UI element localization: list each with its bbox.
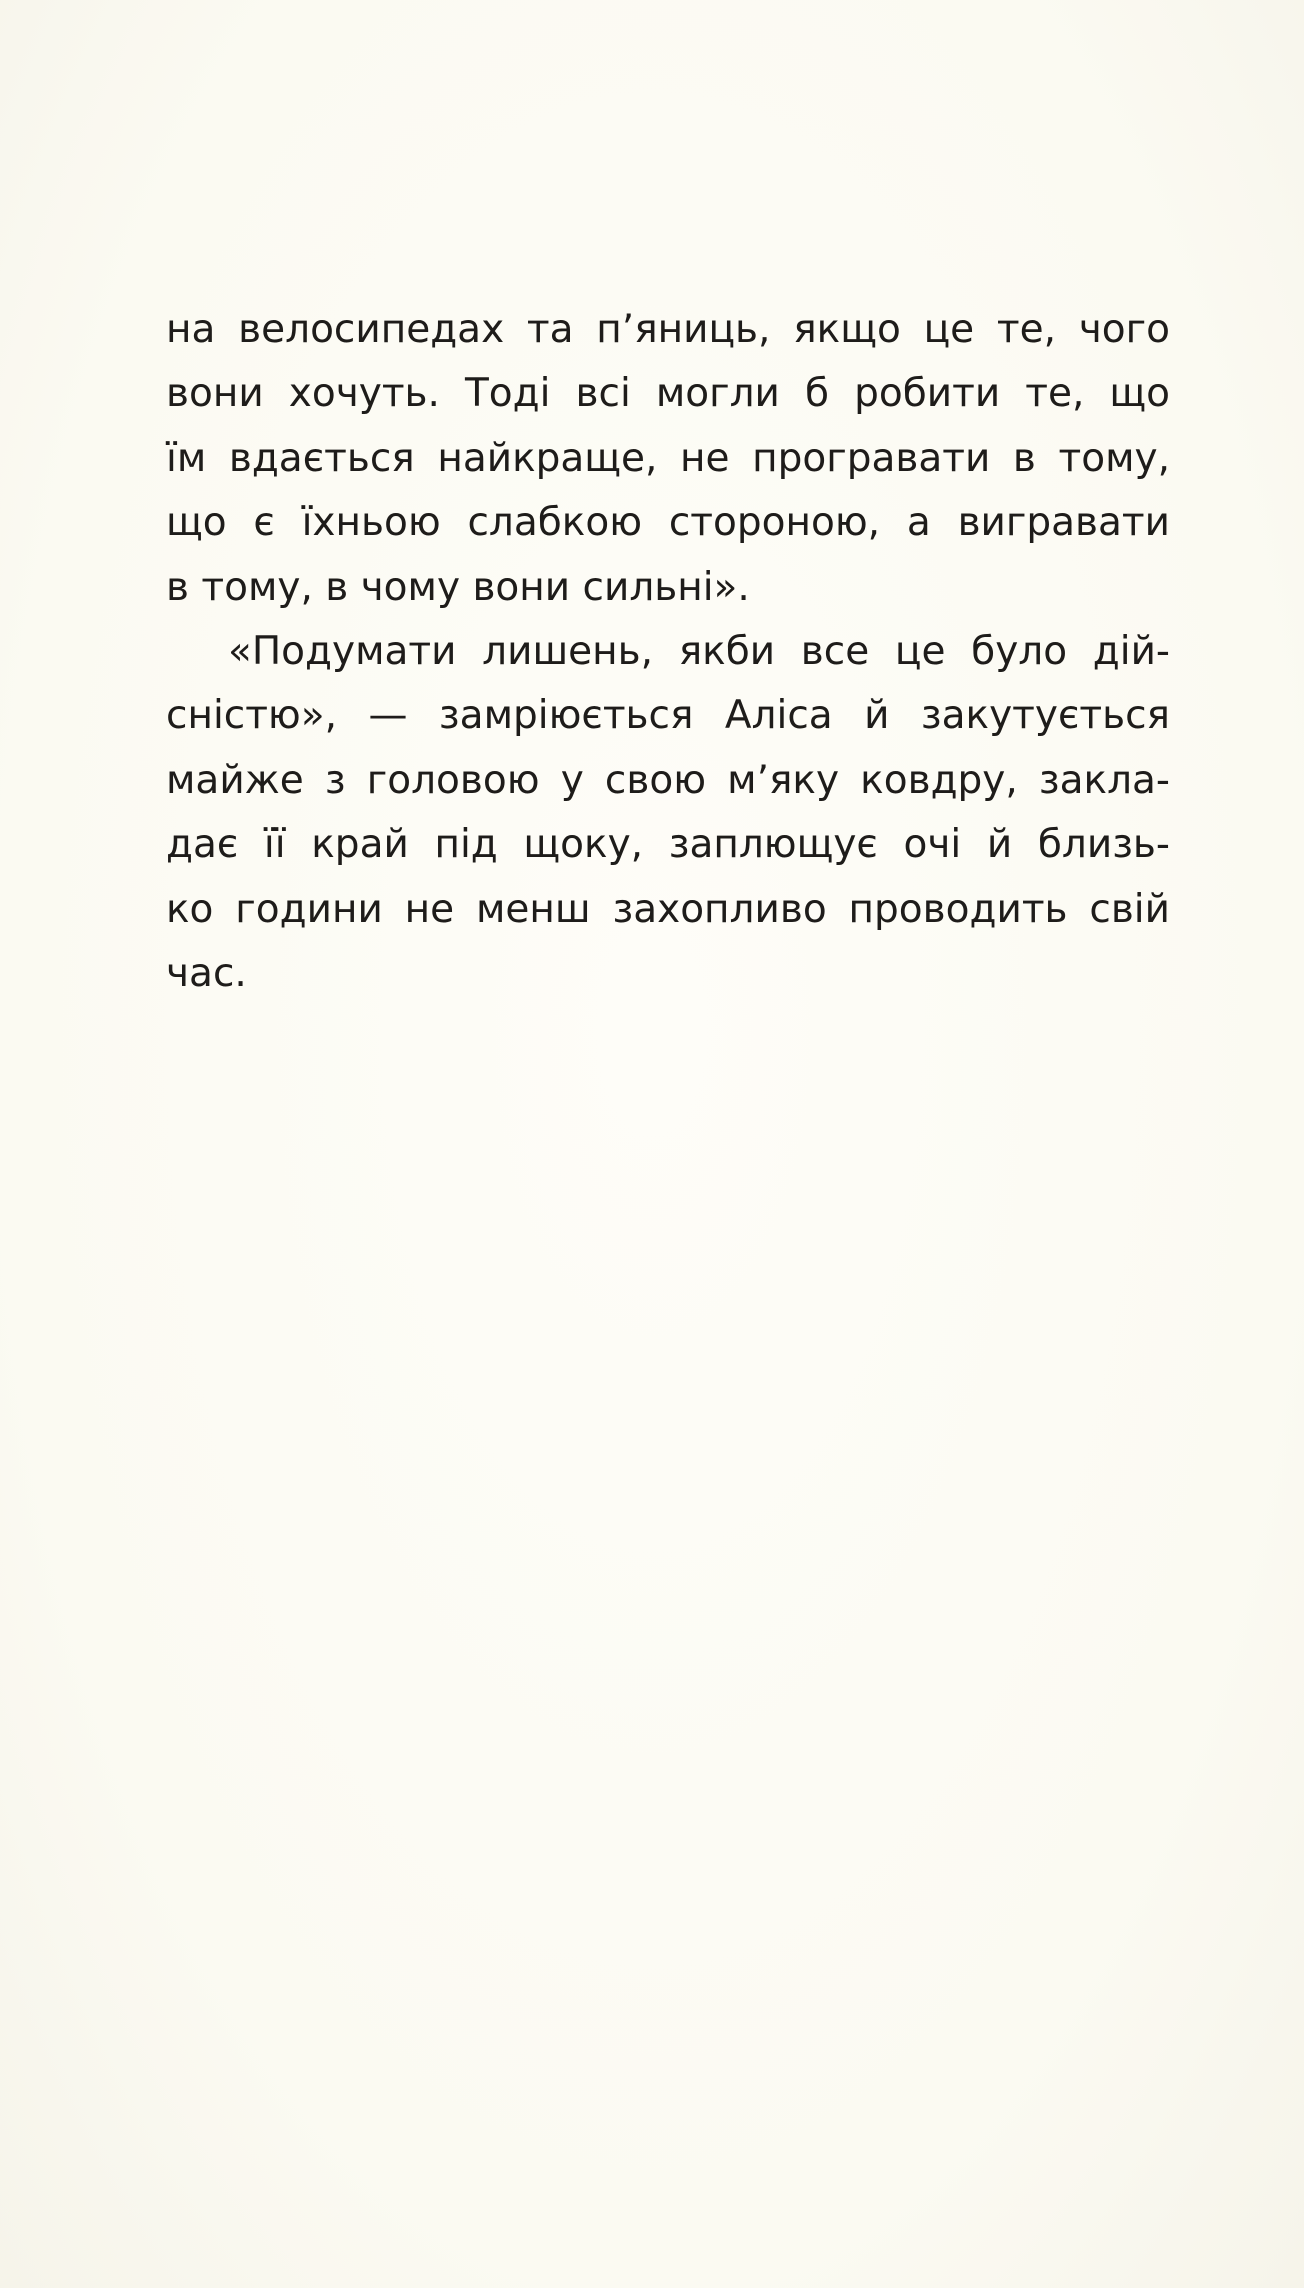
text-line: «Подумати лишень, якби все це було дій- <box>228 628 1170 674</box>
text-line: що є їхньою слабкою стороною, а вигравати <box>166 500 1170 546</box>
text-line: час. <box>166 950 247 996</box>
text-line: їм вдається найкраще, не програвати в тому, <box>166 435 1170 481</box>
text-line: на велосипедах та п’яниць, якщо це те, чого <box>166 307 1170 352</box>
text-line: в тому, в чому вони сильні». <box>166 564 750 610</box>
text-line: дає її край під щоку, заплющує очі й близь- <box>166 822 1170 868</box>
page-text <box>166 298 1170 1006</box>
text-line: майже з головою у свою м’яку ковдру, закла- <box>166 757 1170 803</box>
text-line: вони хочуть. Тоді всі могли б робити те, що <box>166 371 1170 417</box>
text-line: ко години не менш захопливо проводить свій <box>166 886 1170 932</box>
text-line: сністю», — замріюється Аліса й закутується <box>166 693 1170 739</box>
